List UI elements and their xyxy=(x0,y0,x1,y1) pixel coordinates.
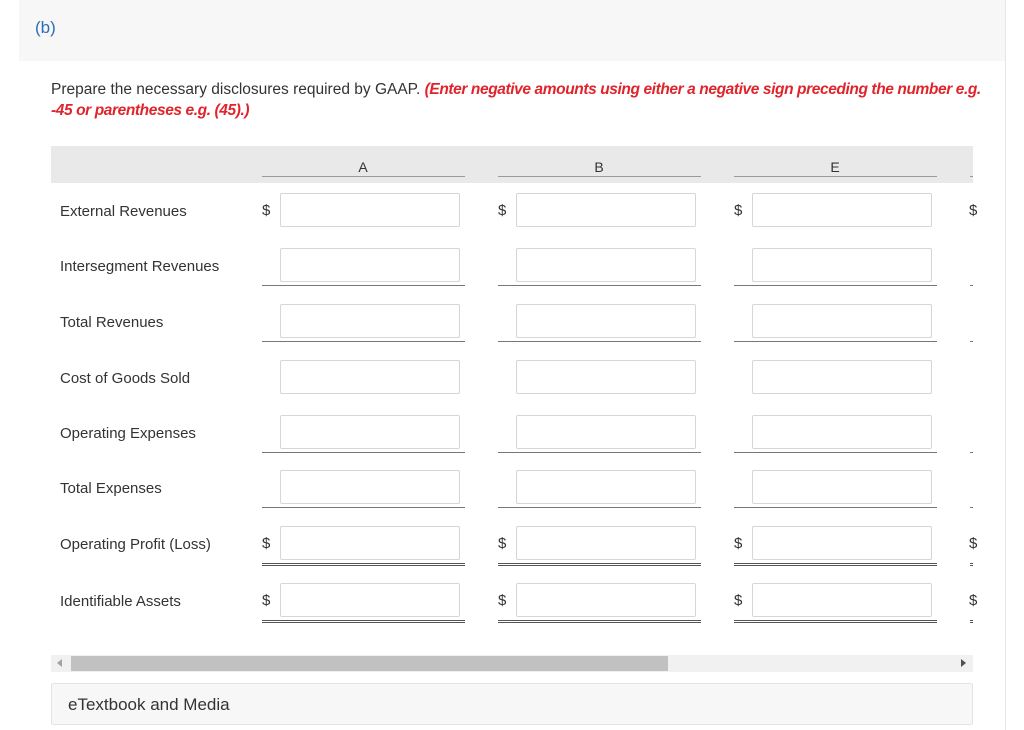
double-underline xyxy=(262,620,465,623)
column-next-underline xyxy=(970,176,973,177)
external-revenues-e-input[interactable] xyxy=(752,193,932,227)
column-header-e: E xyxy=(830,159,840,175)
row-label: Intersegment Revenues xyxy=(60,258,220,275)
currency-symbol-clipped: $ xyxy=(969,202,978,219)
total-underline xyxy=(262,341,465,342)
row-label: Operating Profit (Loss) xyxy=(60,536,211,553)
intersegment-revenues-a-input[interactable] xyxy=(280,248,460,282)
identifiable-assets-a-input[interactable] xyxy=(280,583,460,617)
row-label: Identifiable Assets xyxy=(60,593,181,610)
cost-of-goods-sold-a-input[interactable] xyxy=(280,360,460,394)
operating-profit-loss-a-input[interactable] xyxy=(280,526,460,560)
row-label: Total Expenses xyxy=(60,480,162,497)
total-underline xyxy=(498,285,701,286)
total-underline xyxy=(734,341,937,342)
total-expenses-e-input[interactable] xyxy=(752,470,932,504)
clipped-underline xyxy=(970,507,973,508)
cost-of-goods-sold-b-input[interactable] xyxy=(516,360,696,394)
currency-symbol: $ xyxy=(498,202,507,219)
total-underline xyxy=(262,452,465,453)
currency-symbol: $ xyxy=(734,592,743,609)
total-underline xyxy=(262,507,465,508)
identifiable-assets-b-input[interactable] xyxy=(516,583,696,617)
clipped-underline xyxy=(970,285,973,286)
double-underline xyxy=(734,563,937,566)
total-revenues-a-input[interactable] xyxy=(280,304,460,338)
row-label: Total Revenues xyxy=(60,314,164,331)
currency-symbol: $ xyxy=(498,592,507,609)
scroll-left-arrow-icon[interactable] xyxy=(57,659,62,667)
total-underline xyxy=(262,285,465,286)
currency-symbol: $ xyxy=(734,202,743,219)
operating-profit-loss-e-input[interactable] xyxy=(752,526,932,560)
clipped-underline xyxy=(970,341,973,342)
currency-symbol: $ xyxy=(498,535,507,552)
currency-symbol: $ xyxy=(262,202,271,219)
intersegment-revenues-e-input[interactable] xyxy=(752,248,932,282)
total-underline xyxy=(498,452,701,453)
double-underline xyxy=(498,563,701,566)
part-label: (b) xyxy=(35,18,56,37)
row-label: Operating Expenses xyxy=(60,425,196,442)
row-label: External Revenues xyxy=(60,203,187,220)
instructions-text: Prepare the necessary disclosures required by GAAP. xyxy=(51,81,425,98)
double-underline xyxy=(734,620,937,623)
column-e-underline xyxy=(734,176,937,177)
operating-profit-loss-b-input[interactable] xyxy=(516,526,696,560)
total-underline xyxy=(734,507,937,508)
total-underline xyxy=(498,341,701,342)
total-revenues-e-input[interactable] xyxy=(752,304,932,338)
scroll-thumb[interactable] xyxy=(71,656,668,671)
column-header-b: B xyxy=(594,159,604,175)
intersegment-revenues-b-input[interactable] xyxy=(516,248,696,282)
total-expenses-b-input[interactable] xyxy=(516,470,696,504)
column-a-underline xyxy=(262,176,465,177)
currency-symbol-clipped: $ xyxy=(969,592,978,609)
double-underline xyxy=(498,620,701,623)
column-b-underline xyxy=(498,176,701,177)
instructions xyxy=(51,79,981,121)
column-header-a: A xyxy=(358,159,368,175)
external-revenues-a-input[interactable] xyxy=(280,193,460,227)
clipped-underline xyxy=(970,452,973,453)
currency-symbol: $ xyxy=(262,535,271,552)
horizontal-scrollbar[interactable] xyxy=(51,655,973,672)
operating-expenses-e-input[interactable] xyxy=(752,415,932,449)
part-header xyxy=(19,0,1005,61)
panel-edge xyxy=(1005,0,1006,730)
total-underline xyxy=(734,285,937,286)
table-header xyxy=(51,146,973,183)
row-label: Cost of Goods Sold xyxy=(60,370,191,387)
instructions-emphasis: (Enter negative amounts using either a negative sign preceding the number e.g. -45 or parentheses e.g. (45).) xyxy=(51,81,981,119)
clipped-underline xyxy=(970,620,973,623)
etextbook-media-button[interactable] xyxy=(51,683,973,725)
scroll-right-arrow-icon[interactable] xyxy=(961,659,966,667)
operating-expenses-b-input[interactable] xyxy=(516,415,696,449)
identifiable-assets-e-input[interactable] xyxy=(752,583,932,617)
total-revenues-b-input[interactable] xyxy=(516,304,696,338)
currency-symbol: $ xyxy=(734,535,743,552)
total-expenses-a-input[interactable] xyxy=(280,470,460,504)
operating-expenses-a-input[interactable] xyxy=(280,415,460,449)
cost-of-goods-sold-e-input[interactable] xyxy=(752,360,932,394)
currency-symbol: $ xyxy=(262,592,271,609)
external-revenues-b-input[interactable] xyxy=(516,193,696,227)
currency-symbol-clipped: $ xyxy=(969,535,978,552)
clipped-underline xyxy=(970,563,973,566)
double-underline xyxy=(262,563,465,566)
total-underline xyxy=(498,507,701,508)
etextbook-media-label: eTextbook and Media xyxy=(68,695,230,714)
total-underline xyxy=(734,452,937,453)
